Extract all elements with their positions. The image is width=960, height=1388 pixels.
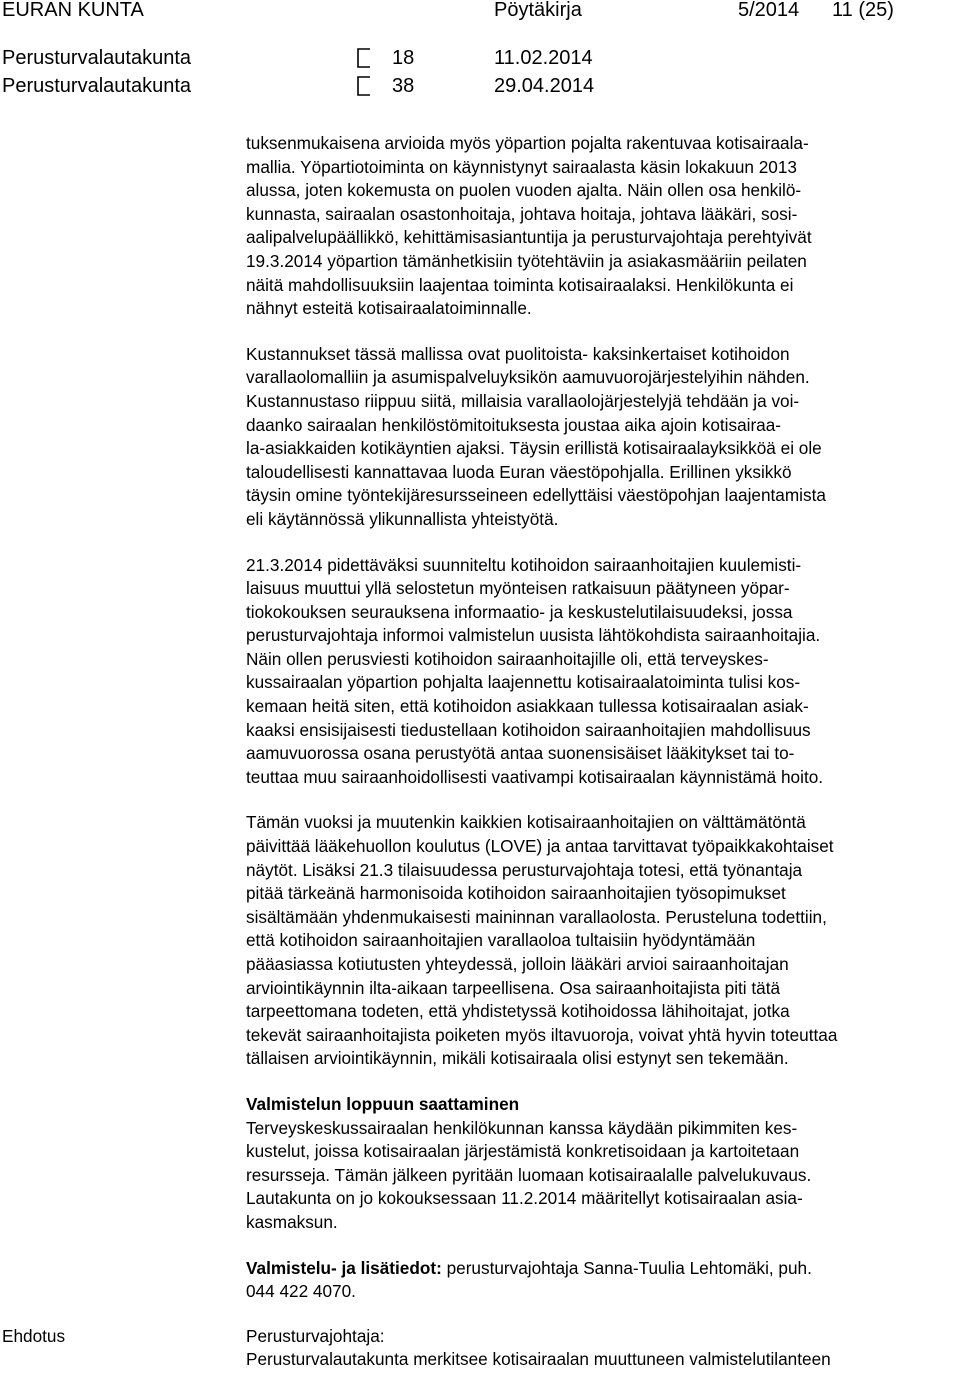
- text-line: tiokokouksen seurauksena informaatio- ja keskustelutilaisuudeksi, jossa: [246, 601, 793, 622]
- proposal: [246, 1325, 958, 1372]
- document-type: Pöytäkirja: [494, 0, 582, 21]
- text-line: tuksenmukaisena arvioida myös yöpartion pojalta rakentuvaa kotisairaala-: [246, 133, 809, 153]
- text-line: Kustannukset tässä mallissa ovat puolitoista- kaksinkertaiset kotihoidon: [246, 343, 790, 364]
- preparer-info: [246, 1257, 958, 1304]
- text-line: tarpeettomana todeten, että yhdistetyssä kotihoidossa lähihoitajat, jotka: [246, 1001, 790, 1022]
- ref-date-2: 29.04.2014: [494, 75, 595, 97]
- paragraph-4: [246, 811, 958, 1071]
- ref-board-1: Perusturvalautakunta: [2, 47, 192, 69]
- page-number: 11 (25): [832, 0, 894, 21]
- text-line: kunnasta, sairaalan osastonhoitaja, johtava hoitaja, johtava lääkäri, sosi-: [246, 203, 798, 224]
- paragraph-1: [246, 132, 958, 321]
- preparer-line: [246, 1257, 958, 1281]
- text-line: teuttaa muu sairaanhoidollisesti vaativampi kotisairaalan käynnistämä hoito.: [246, 766, 824, 787]
- ref-board-2: Perusturvalautakunta: [2, 75, 192, 97]
- organization-name: EURAN KUNTA: [2, 0, 144, 21]
- ref-section-1: 18: [392, 47, 415, 69]
- text-line: perusturvajohtaja informoi valmistelun uusista lähtökohdista sairaanhoitajia.: [246, 625, 821, 646]
- text-line: Tämän vuoksi ja muutenkin kaikkien kotisairaanhoitajien on välttämätöntä: [246, 812, 806, 833]
- text-line: mallia. Yöpartiotoiminta on käynnistynyt sairaalasta käsin lokakuun 2013: [246, 156, 797, 177]
- document-number: 5/2014: [738, 0, 800, 21]
- text-line: resursseja. Tämän jälkeen pyritään luomaan kotisairaalalle palvelukuvaus.: [246, 1164, 812, 1185]
- text-line: la-asiakkaiden kotikäyntien ajaksi. Täysin erillistä kotisairaalayksikköä ei ole: [246, 438, 822, 459]
- text-line: kussairaalan yöpartion pohjalta laajennettu kotisairaalatoiminta tulisi kos-: [246, 672, 801, 693]
- text-line: kemaan heitä siten, että kotihoidon asiakkaan tullessa kotisairaalan asiak-: [246, 696, 809, 717]
- text-line: Terveyskeskussairaalan henkilökunnan kanssa käydään pikimmiten kes-: [246, 1117, 798, 1138]
- text-line: daanko sairaalan henkilöstömitoituksesta joustaa aika ajoin kotisairaa-: [246, 414, 782, 435]
- text-line: sisältämään yhdenmukaisesti maininnan varallaolosta. Perusteluna todettiin,: [246, 906, 827, 927]
- section-mark-icon: [354, 74, 372, 98]
- text-line: eli käytännössä ylikunnallista yhteistyötä.: [246, 508, 559, 529]
- preparer-text: perusturvajohtaja Sanna-Tuulia Lehtomäki, puh.: [441, 1257, 812, 1278]
- text-line: Näin ollen perusviesti kotihoidon sairaanhoitajille oli, että terveyskes-: [246, 648, 769, 669]
- proposal-author: Perusturvajohtaja:: [246, 1325, 385, 1346]
- text-line: pääasiassa kotiutusten yhteydessä, jolloin lääkäri arvioi sairaanhoitajan: [246, 954, 789, 974]
- text-line: kasmaksun.: [246, 1211, 338, 1232]
- text-line: varallaolomalliin ja asumispalveluyksikön aamuvuorojärjestelyihin nähden.: [246, 367, 810, 388]
- paragraph-3: [246, 554, 958, 790]
- text-line: aamuvuorossa osana perustyötä antaa suonensisäiset lääkitykset tai to-: [246, 743, 795, 764]
- text-line: 21.3.2014 pidettäväksi suunniteltu kotihoidon sairaanhoitajien kuulemisti-: [246, 554, 802, 575]
- text-line: täysin omine työntekijäresursseineen edellyttäisi väestöpohjan laajentamista: [246, 485, 826, 506]
- ref-date-1: 11.02.2014: [494, 47, 593, 69]
- section-heading: Valmistelun loppuun saattaminen: [246, 1093, 520, 1114]
- text-line: kaaksi ensisijaisesti tiedustellaan kotihoidon sairaanhoitajien mahdollisuus: [246, 719, 811, 740]
- proposal-text: Perusturvalautakunta merkitsee kotisairaalan muuttuneen valmistelutilanteen: [246, 1349, 831, 1370]
- ref-section-2: 38: [392, 75, 415, 97]
- text-line: pitää tärkeänä harmonisoida kotihoidon sairaanhoitajien työsopimukset: [246, 883, 786, 904]
- proposal-label: Ehdotus: [2, 1325, 66, 1346]
- document-body: [246, 132, 958, 1372]
- text-line: laisuus muuttui yllä selostetun myönteisen ratkaisuun päätyneen yöpar-: [246, 578, 790, 599]
- preparer-label: Valmistelu- ja lisätiedot:: [246, 1257, 442, 1278]
- text-line: näitä mahdollisuuksiin laajentaa toiminta kotisairaalaksi. Henkilökunta ei: [246, 274, 794, 295]
- text-line: aalipalvelupäällikkö, kehittämisasiantuntija ja perusturvajohtaja perehtyivät: [246, 227, 812, 248]
- text-line: Kustannustaso riippuu siitä, millaisia varallaolojärjestelyjä tehdään ja voi-: [246, 390, 800, 411]
- text-line: alussa, joten kokemusta on puolen vuoden ajalta. Näin ollen osa henkilö-: [246, 180, 802, 201]
- text-line: taloudellisesti kannattavaa luoda Euran väestöpohjalla. Erillinen yksikkö: [246, 461, 792, 482]
- text-line: näytöt. Lisäksi 21.3 tilaisuudessa perusturvajohtaja totesi, että työnantaja: [246, 859, 803, 880]
- paragraph-2: [246, 343, 958, 532]
- section-mark-icon: [354, 46, 372, 70]
- paragraph-5: [246, 1093, 958, 1235]
- text-line: 19.3.2014 yöpartion tämänhetkisiin työtehtäviin ja asiakasmääriin peilaten: [246, 250, 807, 271]
- text-line: että kotihoidon sairaanhoitajien varallaoloa tultaisiin hyödyntämään: [246, 930, 756, 951]
- text-line: Lautakunta on jo kokouksessaan 11.2.2014 määritellyt kotisairaalan asia-: [246, 1188, 803, 1209]
- text-line: arviointikäynnin ilta-aikaan tarpeellisena. Osa sairaanhoitajista piti tätä: [246, 977, 781, 998]
- text-line: tällaisen arviointikäynnin, mikäli kotisairaala olisi estynyt sen tekemään.: [246, 1048, 789, 1069]
- text-line: kustelut, joissa kotisairaalan järjestämistä konkretisoidaan ja kartoitetaan: [246, 1141, 800, 1162]
- text-line: päivittää lääkehuollon koulutus (LOVE) ja antaa tarvittavat työpaikkakohtaiset: [246, 836, 834, 857]
- text-line: tekevät sairaanhoitajista poiketen myös iltavuoroja, voivat yhtä hyvin toteuttaa: [246, 1024, 838, 1045]
- preparer-phone: 044 422 4070.: [246, 1281, 356, 1302]
- text-line: nähnyt esteitä kotisairaalatoiminnalle.: [246, 298, 532, 319]
